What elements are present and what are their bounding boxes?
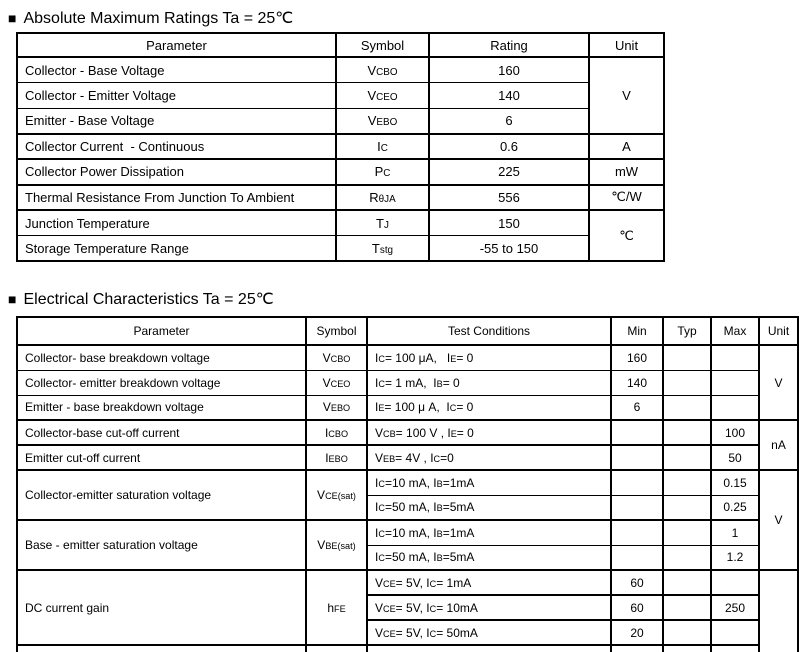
- test-conditions-cell: VEB= 4V , IC=0: [367, 445, 611, 470]
- table-row: [17, 420, 798, 445]
- max-cell: 1: [711, 520, 759, 545]
- test-conditions-cell: VCB= 100 V , IE= 0: [367, 420, 611, 445]
- section-bullet-icon: ■: [8, 291, 17, 307]
- unit-cell: ℃/W: [589, 185, 664, 211]
- unit-header: Unit: [589, 33, 664, 57]
- test-conditions-cell: VCE= 5V, IC= 50mA: [367, 620, 611, 645]
- symbol-cell: VCE(sat): [306, 470, 367, 520]
- unit-cell: nA: [759, 420, 798, 470]
- parameter-cell: Collector-base cut-off current: [17, 420, 306, 445]
- symbol-cell: VCBO: [336, 57, 429, 83]
- max-cell: 250: [711, 595, 759, 620]
- typ-cell: [663, 370, 711, 395]
- rating-cell: 160: [429, 57, 589, 83]
- rating-cell: -55 to 150: [429, 236, 589, 262]
- max-cell: [711, 570, 759, 595]
- min-cell: [611, 495, 663, 520]
- test-conditions-cell: [367, 645, 611, 652]
- unit-cell: V: [589, 57, 664, 134]
- table-row: [17, 236, 664, 262]
- unit-cell: V: [759, 470, 798, 570]
- table-row: [17, 570, 798, 595]
- rating-cell: 0.6: [429, 134, 589, 160]
- typ-header: Typ: [663, 317, 711, 345]
- symbol-cell: IC: [336, 134, 429, 160]
- symbol-cell: RθJA: [336, 185, 429, 211]
- parameter-cell: DC current gain: [17, 570, 306, 645]
- parameter-cell: Thermal Resistance From Junction To Ambient: [17, 185, 336, 211]
- min-cell: [611, 520, 663, 545]
- table-row: [17, 345, 798, 370]
- section-title-electrical-characteristics: [8, 288, 799, 310]
- symbol-cell: Tstg: [336, 236, 429, 262]
- table-row: [17, 370, 798, 395]
- parameter-cell: Collector Current - Continuous: [17, 134, 336, 160]
- typ-cell: [663, 495, 711, 520]
- test-conditions-cell: IC=10 mA, IB=1mA: [367, 520, 611, 545]
- test-conditions-header: Test Conditions: [367, 317, 611, 345]
- unit-cell: [759, 570, 798, 652]
- symbol-cell: TJ: [336, 210, 429, 236]
- table-row: [17, 185, 664, 211]
- min-cell: 60: [611, 570, 663, 595]
- test-conditions-cell: VCE= 5V, IC= 10mA: [367, 595, 611, 620]
- table-header-row: [17, 33, 664, 57]
- table-row: [17, 108, 664, 134]
- symbol-cell: VBE(sat): [306, 520, 367, 570]
- max-cell: 1.2: [711, 545, 759, 570]
- section-title-text: Absolute Maximum Ratings Ta = 25℃: [23, 10, 294, 27]
- max-cell: [711, 620, 759, 645]
- rating-cell: 140: [429, 83, 589, 109]
- parameter-cell: Collector- base breakdown voltage: [17, 345, 306, 370]
- symbol-cell: VEBO: [336, 108, 429, 134]
- table-row: [17, 395, 798, 420]
- table-row: [17, 470, 798, 495]
- typ-cell: [663, 520, 711, 545]
- symbol-cell: IEBO: [306, 445, 367, 470]
- min-header: Min: [611, 317, 663, 345]
- symbol-cell: hFE: [306, 570, 367, 645]
- electrical-characteristics-table: [16, 316, 799, 652]
- parameter-cell: Emitter - base breakdown voltage: [17, 395, 306, 420]
- max-cell: [711, 370, 759, 395]
- max-cell: [711, 345, 759, 370]
- typ-cell: [663, 645, 711, 652]
- test-conditions-cell: VCE= 5V, IC= 1mA: [367, 570, 611, 595]
- min-cell: [611, 470, 663, 495]
- parameter-cell: Base - emitter saturation voltage: [17, 520, 306, 570]
- table-header-row: [17, 317, 798, 345]
- parameter-cell: Collector- emitter breakdown voltage: [17, 370, 306, 395]
- parameter-cell: [17, 645, 306, 652]
- min-cell: [611, 445, 663, 470]
- max-cell: [711, 395, 759, 420]
- typ-cell: [663, 445, 711, 470]
- rating-cell: 225: [429, 159, 589, 185]
- unit-cell: A: [589, 134, 664, 160]
- typ-cell: [663, 620, 711, 645]
- test-conditions-cell: IC=50 mA, IB=5mA: [367, 545, 611, 570]
- parameter-header: Parameter: [17, 317, 306, 345]
- table-row: [17, 210, 664, 236]
- typ-cell: [663, 470, 711, 495]
- max-cell: 50: [711, 445, 759, 470]
- test-conditions-cell: IC=50 mA, IB=5mA: [367, 495, 611, 520]
- table-row: [17, 445, 798, 470]
- min-cell: 20: [611, 620, 663, 645]
- min-cell: [611, 645, 663, 652]
- table-row-clipped: [17, 645, 798, 652]
- min-cell: 160: [611, 345, 663, 370]
- min-cell: 140: [611, 370, 663, 395]
- section-title-absolute-maximum-ratings: [8, 7, 799, 29]
- symbol-header: Symbol: [306, 317, 367, 345]
- parameter-cell: Emitter cut-off current: [17, 445, 306, 470]
- test-conditions-cell: IE= 100 μ A, IC= 0: [367, 395, 611, 420]
- table-row: [17, 57, 664, 83]
- unit-cell: ℃: [589, 210, 664, 261]
- table-row: [17, 159, 664, 185]
- table-row: [17, 520, 798, 545]
- typ-cell: [663, 570, 711, 595]
- typ-cell: [663, 345, 711, 370]
- unit-cell: V: [759, 345, 798, 420]
- min-cell: [611, 420, 663, 445]
- symbol-cell: VCBO: [306, 345, 367, 370]
- typ-cell: [663, 420, 711, 445]
- parameter-cell: Emitter - Base Voltage: [17, 108, 336, 134]
- parameter-cell: Collector - Base Voltage: [17, 57, 336, 83]
- symbol-cell: ICBO: [306, 420, 367, 445]
- section-bullet-icon: ■: [8, 10, 17, 26]
- test-conditions-cell: IC= 1 mA, IB= 0: [367, 370, 611, 395]
- max-cell: 100: [711, 420, 759, 445]
- typ-cell: [663, 595, 711, 620]
- max-cell: 0.15: [711, 470, 759, 495]
- max-cell: [711, 645, 759, 652]
- typ-cell: [663, 545, 711, 570]
- parameter-header: Parameter: [17, 33, 336, 57]
- min-cell: [611, 545, 663, 570]
- section-title-text: Electrical Characteristics Ta = 25℃: [23, 291, 274, 308]
- unit-cell: mW: [589, 159, 664, 185]
- table-row: [17, 134, 664, 160]
- min-cell: 6: [611, 395, 663, 420]
- table-row: [17, 83, 664, 109]
- parameter-cell: Junction Temperature: [17, 210, 336, 236]
- max-header: Max: [711, 317, 759, 345]
- test-conditions-cell: IC=10 mA, IB=1mA: [367, 470, 611, 495]
- typ-cell: [663, 395, 711, 420]
- rating-cell: 6: [429, 108, 589, 134]
- parameter-cell: Collector - Emitter Voltage: [17, 83, 336, 109]
- min-cell: 60: [611, 595, 663, 620]
- rating-header: Rating: [429, 33, 589, 57]
- absolute-maximum-ratings-table: [16, 32, 665, 262]
- symbol-cell: VEBO: [306, 395, 367, 420]
- test-conditions-cell: IC= 100 μA, IE= 0: [367, 345, 611, 370]
- symbol-cell: PC: [336, 159, 429, 185]
- symbol-cell: [306, 645, 367, 652]
- max-cell: 0.25: [711, 495, 759, 520]
- symbol-cell: VCEO: [306, 370, 367, 395]
- rating-cell: 150: [429, 210, 589, 236]
- symbol-header: Symbol: [336, 33, 429, 57]
- rating-cell: 556: [429, 185, 589, 211]
- symbol-cell: VCEO: [336, 83, 429, 109]
- unit-header: Unit: [759, 317, 798, 345]
- parameter-cell: Storage Temperature Range: [17, 236, 336, 262]
- parameter-cell: Collector Power Dissipation: [17, 159, 336, 185]
- parameter-cell: Collector-emitter saturation voltage: [17, 470, 306, 520]
